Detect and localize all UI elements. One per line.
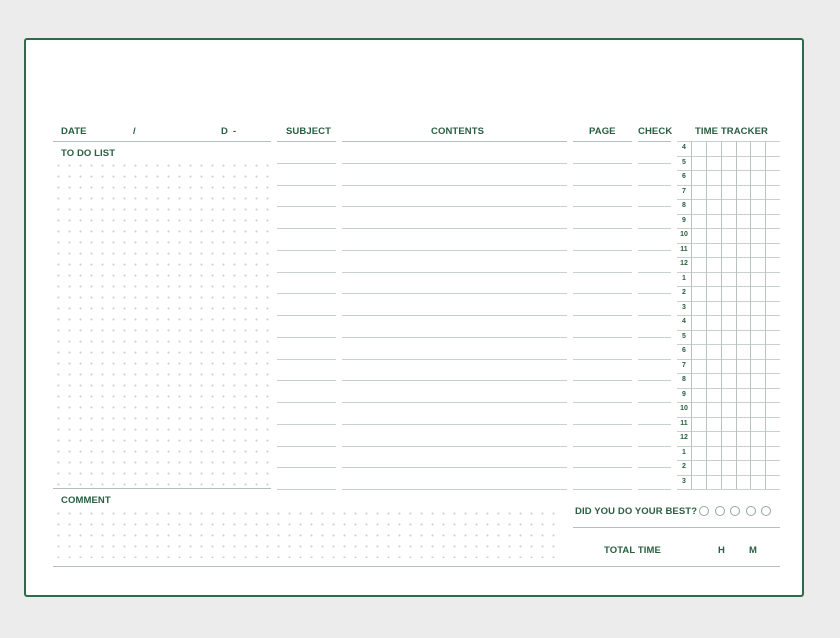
row-line [638,337,671,338]
row-line [638,250,671,251]
comment-label: COMMENT [61,495,111,506]
time-tracker-hour-label: 3 [682,478,686,485]
time-tracker-hour-label: 8 [682,376,686,383]
row-line [342,402,567,403]
row-line [638,424,671,425]
time-tracker-hour-label: 2 [682,289,686,296]
time-tracker-hour-label: 6 [682,173,686,180]
row-line [277,272,336,273]
row-line [342,489,567,490]
row-line [277,446,336,447]
time-tracker-column-line [736,141,737,489]
time-tracker-hour-label: 8 [682,202,686,209]
row-line [342,185,567,186]
row-line [277,206,336,207]
row-line [638,206,671,207]
rating-circle[interactable] [730,506,740,516]
row-line [638,380,671,381]
time-tracker-hour-label: 10 [680,231,688,238]
row-line [342,206,567,207]
time-tracker-hour-label: 4 [682,318,686,325]
row-line [342,228,567,229]
row-line [638,228,671,229]
row-line [638,359,671,360]
time-tracker-hour-label: 10 [680,405,688,412]
row-line [638,293,671,294]
time-tracker-hour-label: 9 [682,391,686,398]
rating-circle[interactable] [746,506,756,516]
row-line [277,489,336,490]
row-line [277,228,336,229]
todo-bottom-rule [53,488,271,489]
row-line [277,424,336,425]
row-line [638,185,671,186]
rating-circle[interactable] [761,506,771,516]
row-line [573,402,632,403]
time-tracker-hour-label: 9 [682,217,686,224]
row-line [573,250,632,251]
time-tracker-hour-label: 1 [682,449,686,456]
time-tracker-column-line [721,141,722,489]
time-tracker-hour-label: 7 [682,362,686,369]
row-line [573,315,632,316]
rating-circle[interactable] [715,506,725,516]
row-line [277,315,336,316]
row-line [573,185,632,186]
header-check: CHECK [638,126,673,137]
total-time-label: TOTAL TIME [604,545,661,556]
time-tracker-hour-label: 12 [680,434,688,441]
header-subject: SUBJECT [286,126,332,137]
header-rule-contents [342,141,567,142]
header-rule-check [638,141,671,142]
row-line [638,163,671,164]
row-line [342,293,567,294]
row-line [573,467,632,468]
row-line [573,489,632,490]
header-d-dash: - [233,126,237,137]
row-line [573,359,632,360]
total-time-minutes-label: M [749,545,758,556]
row-line [573,337,632,338]
todo-dot-grid[interactable] [53,160,271,486]
comment-dot-grid[interactable] [53,508,563,558]
header-time-tracker: TIME TRACKER [695,126,768,137]
todo-list-label: TO DO LIST [61,148,116,159]
best-question-label: DID YOU DO YOUR BEST? [575,506,698,517]
row-line [342,337,567,338]
time-tracker-hour-label: 4 [682,144,686,151]
row-line [342,163,567,164]
time-tracker-column-line [750,141,751,489]
row-line [638,402,671,403]
row-line [573,380,632,381]
header-page: PAGE [589,126,616,137]
row-line [277,293,336,294]
row-line [573,206,632,207]
row-line [573,272,632,273]
time-tracker-row-line [677,489,780,490]
row-line [638,272,671,273]
row-line [573,293,632,294]
row-line [638,446,671,447]
row-line [342,424,567,425]
header-contents: CONTENTS [431,126,485,137]
header-date: DATE [61,126,87,137]
time-tracker-column-line [765,141,766,489]
row-line [342,315,567,316]
best-rule [573,527,780,528]
row-line [638,315,671,316]
row-line [342,272,567,273]
row-line [277,337,336,338]
time-tracker-hour-label: 2 [682,463,686,470]
row-line [573,446,632,447]
rating-circle[interactable] [699,506,709,516]
row-line [342,380,567,381]
row-line [277,359,336,360]
total-time-hours-label: H [718,545,725,556]
time-tracker-hour-label: 11 [680,420,688,427]
row-line [573,228,632,229]
row-line [277,163,336,164]
row-line [342,359,567,360]
row-line [342,467,567,468]
time-tracker-column-line [706,141,707,489]
time-tracker-column-line [691,141,692,489]
header-rule-date [53,141,271,142]
row-line [573,163,632,164]
time-tracker-hour-label: 6 [682,347,686,354]
row-line [342,250,567,251]
row-line [638,467,671,468]
row-line [277,250,336,251]
row-line [277,185,336,186]
time-tracker-hour-label: 7 [682,188,686,195]
row-line [573,424,632,425]
comment-bottom-rule [53,566,780,567]
row-line [277,467,336,468]
time-tracker-hour-label: 1 [682,275,686,282]
header-date-slash: / [133,126,136,137]
time-tracker-hour-label: 3 [682,304,686,311]
row-line [277,380,336,381]
row-line [638,489,671,490]
time-tracker-hour-label: 5 [682,333,686,340]
time-tracker-hour-label: 5 [682,159,686,166]
study-planner-sheet [24,38,804,597]
header-d: D [221,126,228,137]
time-tracker-hour-label: 11 [680,246,688,253]
row-line [342,446,567,447]
header-rule-subject [277,141,336,142]
row-line [277,402,336,403]
time-tracker-hour-label: 12 [680,260,688,267]
header-rule-page [573,141,632,142]
